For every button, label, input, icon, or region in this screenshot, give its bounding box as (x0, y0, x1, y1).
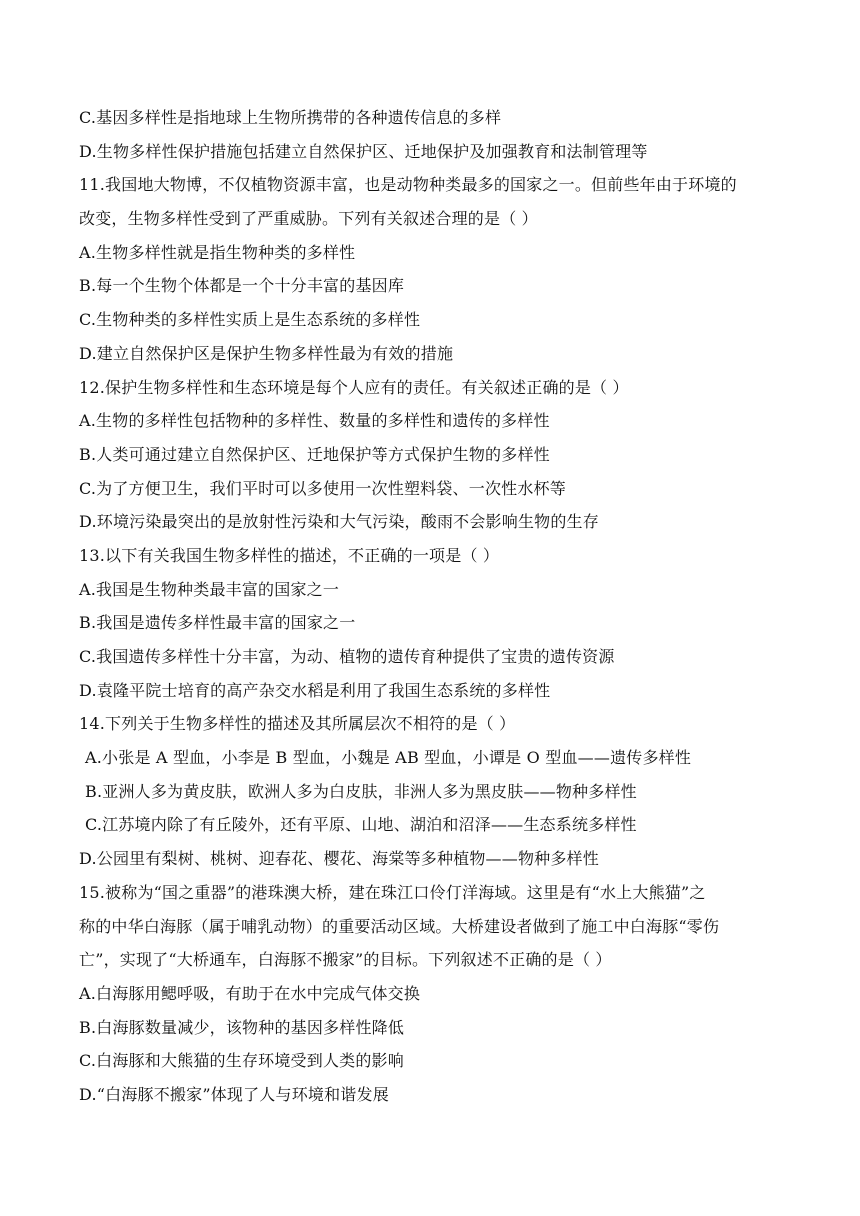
question-line: 12.保护生物多样性和生态环境是每个人应有的责任。有关叙述正确的是（ ） (79, 377, 629, 397)
option-line: C.白海豚和大熊猫的生存环境受到人类的影响 (79, 1051, 404, 1071)
option-line: A.小张是 A 型血，小李是 B 型血，小魏是 AB 型血，小谭是 O 型血——遗传多样性 (85, 748, 692, 768)
question-line: 15.被称为“国之重器”的港珠澳大桥，建在珠江口伶仃洋海域。这里是有“水上大熊猫”之 (79, 882, 706, 902)
option-line: C.生物种类的多样性实质上是生态系统的多样性 (79, 310, 421, 330)
option-line: A.我国是生物种类最丰富的国家之一 (79, 579, 340, 599)
option-line: D.公园里有梨树、桃树、迎春花、樱花、海棠等多种植物——物种多样性 (79, 849, 599, 869)
option-line: C.为了方便卫生，我们平时可以多使用一次性塑料袋、一次性水杯等 (79, 478, 566, 498)
option-line: D.袁隆平院士培育的高产杂交水稻是利用了我国生态系统的多样性 (79, 680, 551, 700)
option-line: D.环境污染最突出的是放射性污染和大气污染，酸雨不会影响生物的生存 (79, 512, 599, 532)
option-line: D.生物多样性保护措施包括建立自然保护区、迁地保护及加强教育和法制管理等 (79, 141, 648, 161)
option-line: C.基因多样性是指地球上生物所携带的各种遗传信息的多样 (79, 108, 502, 127)
option-line: B.亚洲人多为黄皮肤，欧洲人多为白皮肤，非洲人多为黑皮肤——物种多样性 (85, 781, 637, 801)
option-line: D.“白海豚不搬家”体现了人与环境和谐发展 (79, 1084, 389, 1104)
option-line: B.每一个生物个体都是一个十分丰富的基因库 (79, 276, 405, 296)
option-line: A.生物多样性就是指生物种类的多样性 (79, 242, 356, 262)
question-line: 14.下列关于生物多样性的描述及其所属层次不相符的是（ ） (79, 714, 516, 734)
question-line: 13.以下有关我国生物多样性的描述，不正确的一项是（ ） (79, 545, 500, 565)
question-line: 改变，生物多样性受到了严重威胁。下列有关叙述合理的是（ ） (79, 209, 538, 229)
question-line: 11.我国地大物博，不仅植物资源丰富，也是动物种类最多的国家之一。但前些年由于环境的 (79, 175, 737, 195)
option-line: C.江苏境内除了有丘陵外，还有平原、山地、湖泊和沼泽——生态系统多样性 (85, 815, 637, 835)
option-line: D.建立自然保护区是保护生物多样性最为有效的措施 (79, 343, 454, 363)
option-line: A.白海豚用鳃呼吸，有助于在水中完成气体交换 (79, 983, 421, 1003)
option-line: B.我国是遗传多样性最丰富的国家之一 (79, 613, 356, 633)
option-line: B.白海豚数量减少，该物种的基因多样性降低 (79, 1017, 405, 1037)
option-line: C.我国遗传多样性十分丰富，为动、植物的遗传育种提供了宝贵的遗传资源 (79, 647, 615, 666)
document-body (79, 101, 791, 1112)
option-line: A.生物的多样性包括物种的多样性、数量的多样性和遗传的多样性 (79, 411, 550, 431)
option-line: B.人类可通过建立自然保护区、迁地保护等方式保护生物的多样性 (79, 444, 550, 464)
question-line: 称的中华白海豚（属于哺乳动物）的重要活动区域。大桥建设者做到了施工中白海豚“零伤 (79, 916, 720, 936)
question-line: 亡”，实现了“大桥通车，白海豚不搬家”的目标。下列叙述不正确的是（ ） (79, 950, 612, 970)
